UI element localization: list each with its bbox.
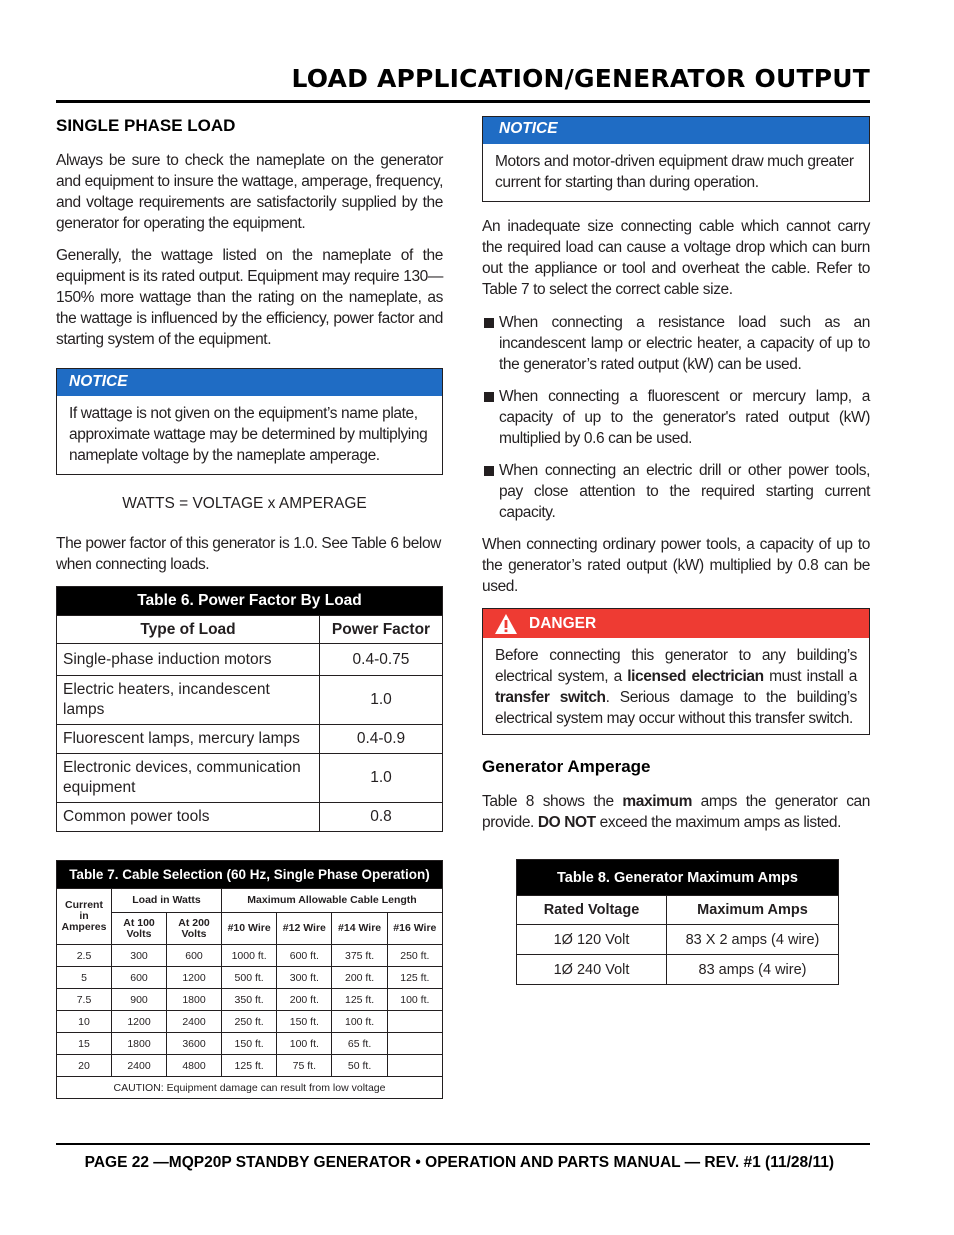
table7-header-load: Load in Watts — [112, 889, 222, 913]
table7-cell: 1200 — [112, 1011, 167, 1033]
table6-cell-pf: 1.0 — [320, 754, 443, 803]
table7-cell — [387, 1055, 442, 1077]
bullet-text: When connecting a resistance load such as an incandescent lamp or electric heater, a capacity of up to the generator’s rated output (kW) can be used. — [499, 314, 870, 373]
table6-cell-load: Single-phase induction motors — [57, 644, 320, 676]
table8-cell-amps: 83 amps (4 wire) — [667, 955, 839, 985]
notice-label: NOTICE — [57, 369, 442, 396]
table6-cell-load: Common power tools — [57, 803, 320, 832]
table-row — [57, 1033, 443, 1055]
table-cable-selection — [56, 860, 443, 1099]
table7-header-w16: #16 Wire — [387, 913, 442, 945]
table7-header-100v: At 100 Volts — [112, 913, 167, 945]
table6-header-pf: Power Factor — [320, 616, 443, 644]
paragraph-amperage: Table 8 shows the maximum amps the generator can provide. DO NOT exceed the maximum amps as listed. — [482, 793, 870, 831]
table7-caption: Table 7. Cable Selection (60 Hz, Single Phase Operation) — [57, 861, 443, 889]
table7-cell: 500 ft. — [222, 967, 277, 989]
table7-caution: CAUTION: Equipment damage can result from low voltage — [57, 1077, 443, 1099]
bullet-square-icon — [484, 466, 494, 476]
table7-cell: 5 — [57, 967, 112, 989]
table6-cell-load: Fluorescent lamps, mercury lamps — [57, 725, 320, 754]
table7-cell: 150 ft. — [222, 1033, 277, 1055]
bullet-square-icon — [484, 392, 494, 402]
table8-cell-voltage: 1Ø 120 Volt — [517, 925, 667, 955]
page-footer: PAGE 22 —MQP20P STANDBY GENERATOR • OPERATION AND PARTS MANUAL — REV. #1 (11/28/11) — [84, 1154, 834, 1171]
table7-header-w14: #14 Wire — [332, 913, 387, 945]
table6-cell-load: Electric heaters, incandescent lamps — [57, 676, 320, 725]
table7-cell: 300 — [112, 945, 167, 967]
table-row — [57, 644, 443, 676]
table6-cell-pf: 0.4-0.9 — [320, 725, 443, 754]
table6-cell-pf: 1.0 — [320, 676, 443, 725]
table7-cell: 20 — [57, 1055, 112, 1077]
section-heading: SINGLE PHASE LOAD — [56, 116, 236, 135]
table-generator-max-amps — [516, 859, 839, 985]
table7-cell: 250 ft. — [387, 945, 442, 967]
table7-cell: 1800 — [112, 1033, 167, 1055]
table8-caption: Table 8. Generator Maximum Amps — [517, 860, 839, 896]
bullet-text: When connecting an electric drill or other power tools, pay close attention to the required starting current capacity. — [499, 462, 870, 521]
table-row — [517, 925, 839, 955]
table7-cell: 75 ft. — [277, 1055, 332, 1077]
warning-triangle-icon — [495, 614, 517, 634]
bullet-item — [482, 386, 870, 449]
table7-cell: 600 — [112, 967, 167, 989]
table7-cell: 100 ft. — [277, 1033, 332, 1055]
table7-cell: 1800 — [167, 989, 222, 1011]
table7-cell: 3600 — [167, 1033, 222, 1055]
danger-bar — [483, 609, 869, 638]
table6-caption: Table 6. Power Factor By Load — [57, 587, 443, 616]
table7-cell: 350 ft. — [222, 989, 277, 1011]
paragraph-nameplate: Always be sure to check the nameplate on the generator and equipment to insure the wattage, amperage, frequency, and voltage requirements are satisfactorily supplied by the generator for operating the equipment. — [56, 152, 443, 232]
table7-header-w12: #12 Wire — [277, 913, 332, 945]
table7-cell: 65 ft. — [332, 1033, 387, 1055]
table6-header-type: Type of Load — [57, 616, 320, 644]
table-row — [57, 989, 443, 1011]
table7-cell: 1200 — [167, 967, 222, 989]
table7-cell: 125 ft. — [387, 967, 442, 989]
table-row — [517, 955, 839, 985]
table7-cell: 4800 — [167, 1055, 222, 1077]
table7-cell: 10 — [57, 1011, 112, 1033]
bullet-text: When connecting a fluorescent or mercury lamp, a capacity of up to the generator's rated output (kW) multiplied by 0.6 can be used. — [499, 388, 870, 447]
table6-cell-pf: 0.8 — [320, 803, 443, 832]
table7-cell: 300 ft. — [277, 967, 332, 989]
table7-cell: 125 ft. — [222, 1055, 277, 1077]
table7-cell: 2400 — [112, 1055, 167, 1077]
table7-cell: 200 ft. — [332, 967, 387, 989]
danger-text: Before connecting this generator to any building’s electrical system, a licensed electrician must install a transfer switch. Serious damage to the building’s electrical system may occur without this transfer switch. — [495, 647, 857, 727]
table7-cell: 900 — [112, 989, 167, 1011]
table7-cell: 50 ft. — [332, 1055, 387, 1077]
table7-cell: 100 ft. — [387, 989, 442, 1011]
table-row — [57, 967, 443, 989]
generator-amperage-heading: Generator Amperage — [482, 757, 651, 776]
table-power-factor — [56, 586, 443, 832]
danger-box — [482, 608, 870, 735]
table-row — [57, 1055, 443, 1077]
notice-box-motors — [482, 116, 870, 202]
paragraph-wattage: Generally, the wattage listed on the nameplate of the equipment is its rated output. Equipment may require 130—150% more wattage than the rating on the nameplate, as the wattage is influenced by the efficiency, power factor and starting system of the equipment. — [56, 247, 443, 348]
table7-cell: 375 ft. — [332, 945, 387, 967]
bullet-square-icon — [484, 318, 494, 328]
table-row — [57, 754, 443, 803]
paragraph-power-tools: When connecting ordinary power tools, a capacity of up to the generator’s rated output (kW) multiplied by 0.8 can be used. — [482, 536, 870, 595]
table-row — [57, 1011, 443, 1033]
table7-header-w10: #10 Wire — [222, 913, 277, 945]
table7-cell: 7.5 — [57, 989, 112, 1011]
table7-header-current: Current in Amperes — [57, 889, 112, 945]
danger-bold-switch: transfer switch — [495, 689, 606, 706]
table7-cell: 600 ft. — [277, 945, 332, 967]
table7-cell — [387, 1033, 442, 1055]
table7-cell: 250 ft. — [222, 1011, 277, 1033]
right-column — [482, 116, 870, 985]
amp-bold-maximum: maximum — [622, 793, 692, 810]
table7-header-length: Maximum Allowable Cable Length — [222, 889, 443, 913]
table7-cell — [387, 1011, 442, 1033]
left-column — [56, 112, 443, 1099]
table-row — [57, 725, 443, 754]
footer-rule — [56, 1143, 870, 1145]
table7-header-200v: At 200 Volts — [167, 913, 222, 945]
danger-bold-electrician: licensed electrician — [627, 668, 764, 685]
title-rule — [56, 100, 870, 103]
table-row — [57, 676, 443, 725]
paragraph-cable: An inadequate size connecting cable which cannot carry the required load can cause a voltage drop which can burn out the appliance or tool and overheat the cable. Refer to Table 7 to select the correct cable size. — [482, 218, 870, 298]
amp-bold-do-not: DO NOT — [537, 814, 596, 831]
table8-cell-voltage: 1Ø 240 Volt — [517, 955, 667, 985]
page-title: LOAD APPLICATION/GENERATOR OUTPUT — [291, 64, 870, 93]
table7-cell: 2.5 — [57, 945, 112, 967]
table7-cell: 1000 ft. — [222, 945, 277, 967]
notice-label: NOTICE — [483, 117, 869, 144]
table7-cell: 100 ft. — [332, 1011, 387, 1033]
table7-cell: 2400 — [167, 1011, 222, 1033]
table8-cell-amps: 83 X 2 amps (4 wire) — [667, 925, 839, 955]
table-row — [57, 945, 443, 967]
table6-cell-load: Electronic devices, communication equipment — [57, 754, 320, 803]
table7-cell: 125 ft. — [332, 989, 387, 1011]
notice-text: Motors and motor-driven equipment draw much greater current for starting than during operation. — [495, 153, 854, 191]
danger-label: DANGER — [529, 614, 597, 632]
table6-cell-pf: 0.4-0.75 — [320, 644, 443, 676]
paragraph-power-factor: The power factor of this generator is 1.0. See Table 6 below when connecting loads. — [56, 535, 441, 573]
table8-header-voltage: Rated Voltage — [517, 896, 667, 925]
table-row — [57, 803, 443, 832]
table7-cell: 200 ft. — [277, 989, 332, 1011]
notice-box-wattage — [56, 368, 443, 475]
table7-cell: 600 — [167, 945, 222, 967]
table7-cell: 15 — [57, 1033, 112, 1055]
table7-cell: 150 ft. — [277, 1011, 332, 1033]
bullet-item — [482, 460, 870, 523]
watts-formula: WATTS = VOLTAGE x AMPERAGE — [122, 495, 367, 512]
notice-text: If wattage is not given on the equipment’s name plate, approximate wattage may be determined by multiplying nameplate voltage by the nameplate amperage. — [69, 405, 428, 464]
bullet-item — [482, 312, 870, 375]
table8-header-amps: Maximum Amps — [667, 896, 839, 925]
